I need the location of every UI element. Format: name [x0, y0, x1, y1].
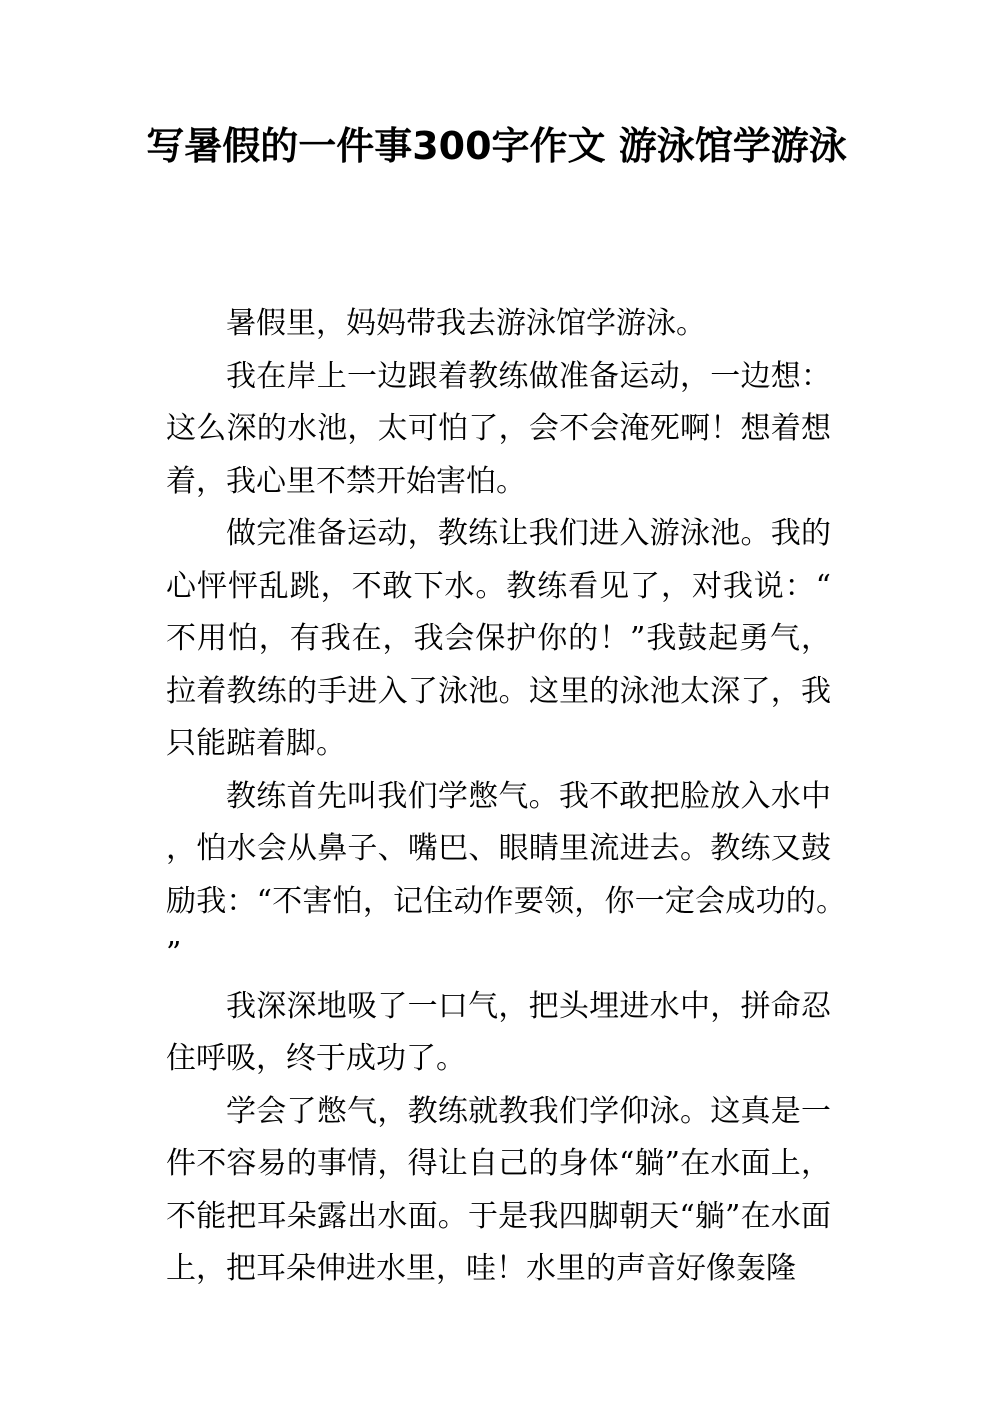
paragraph: 我在岸上一边跟着教练做准备运动，一边想：这么深的水池，太可怕了，会不会淹死啊！想着想着，我心里不禁开始害怕。	[166, 358, 831, 499]
document-title: 写暑假的一件事300字作文 游泳馆学游泳	[146, 124, 847, 168]
paragraph: 教练首先叫我们学憋气。我不敢把脸放入水中，怕水会从鼻子、嘴巴、眼睛里流进去。教练又鼓励我：“不害怕，记住动作要领，你一定会成功的。”	[166, 778, 831, 971]
paragraph: 我深深地吸了一口气，把头埋进水中，拼命忍住呼吸，终于成功了。	[166, 988, 831, 1076]
paragraph: 暑假里，妈妈带我去游泳馆学游泳。	[226, 306, 706, 341]
paragraph: 做完准备运动，教练让我们进入游泳池。我的心怦怦乱跳，不敢下水。教练看见了，对我说：“不用怕，有我在，我会保护你的！”我鼓起勇气，拉着教练的手进入了泳池。这里的泳池太深了，我只能踮着脚。	[166, 516, 831, 761]
document-body	[166, 298, 831, 1296]
paragraph: 学会了憋气，教练就教我们学仰泳。这真是一件不容易的事情，得让自己的身体“躺”在水面上，不能把耳朵露出水面。于是我四脚朝天“躺”在水面上，把耳朵伸进水里，哇！水里的声音好像轰隆	[166, 1093, 831, 1286]
